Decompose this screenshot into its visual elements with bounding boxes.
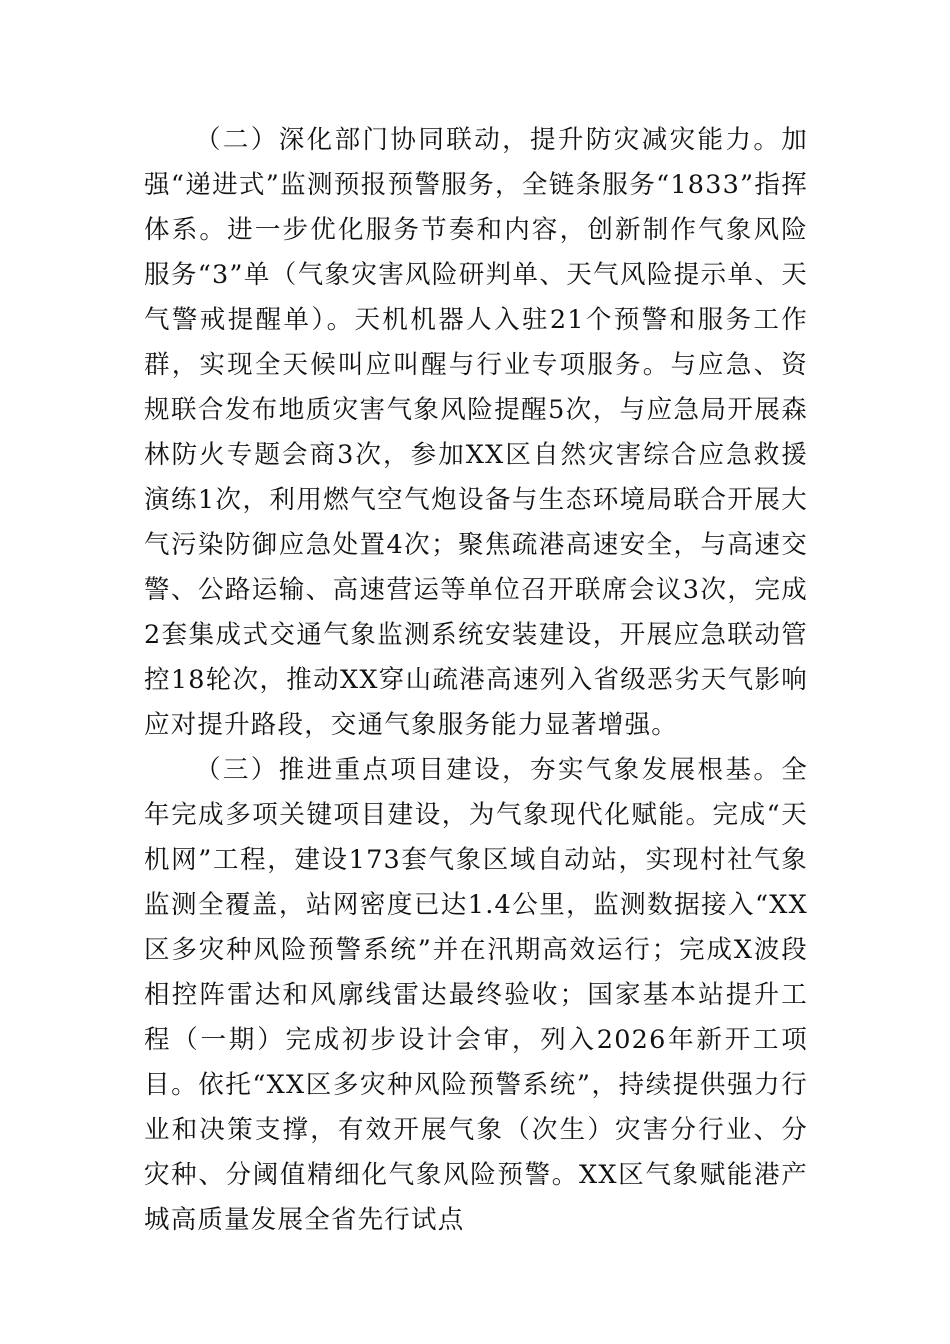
paragraph-section-3 (144, 748, 808, 1243)
paragraph-body: 全年完成多项关键项目建设，为气象现代化赋能。完成“天机网”工程，建设173套气象区域自动站，实现村社气象监测全覆盖，站网密度已达1.4公里，监测数据接入“XX区多灾种风险预警系统”并在汛期高效运行；完成X波段相控阵雷达和风廓线雷达最终验收；国家基本站提升工程（一期）完成初步设计会审，列入2026年新开工项目。依托“XX区多灾种风险预警系统”，持续提供强力行业和决策支撑，有效开展气象（次生）灾害分行业、分灾种、分阈值精细化气象风险预警。XX区气象赋能港产城高质量发展全省先行试点 (144, 755, 808, 1235)
document-page (144, 118, 808, 1243)
paragraph-section-2 (144, 118, 808, 748)
paragraph-body: 加强“递进式”监测预报预警服务，全链条服务“1833”指挥体系。进一步优化服务节奏和内容，创新制作气象风险服务“3”单（气象灾害风险研判单、天气风险提示单、天气警戒提醒单）。天机机器人入驻21个预警和服务工作群，实现全天候叫应叫醒与行业专项服务。与应急、资规联合发布地质灾害气象风险提醒5次，与应急局开展森林防火专题会商3次，参加XX区自然灾害综合应急救援演练1次，利用燃气空气炮设备与生态环境局联合开展大气污染防御应急处置4次；聚焦疏港高速安全，与高速交警、公路运输、高速营运等单位召开联席会议3次，完成2套集成式交通气象监测系统安装建设，开展应急联动管控18轮次，推动XX穿山疏港高速列入省级恶劣天气影响应对提升路段，交通气象服务能力显著增强。 (144, 125, 808, 740)
section-heading: （二）深化部门协同联动，提升防灾减灾能力。 (195, 125, 782, 155)
section-heading: （三）推进重点项目建设，夯实气象发展根基。 (195, 755, 782, 785)
